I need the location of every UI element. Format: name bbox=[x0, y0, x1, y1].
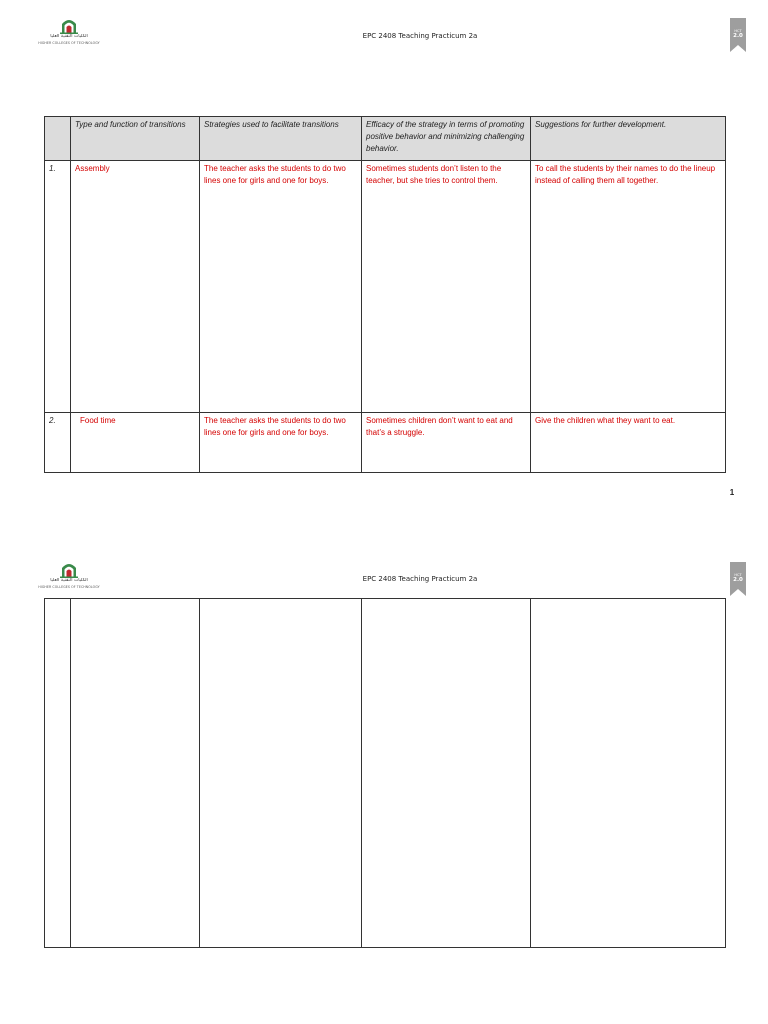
row-efficacy: Sometimes students don’t listen to the teacher, but she tries to control them. bbox=[362, 161, 531, 413]
empty-cell bbox=[362, 599, 531, 948]
badge-label: HCT bbox=[734, 29, 742, 33]
badge-number: 2.0 bbox=[733, 33, 743, 39]
hct-badge bbox=[730, 18, 746, 52]
row-type: Food time bbox=[71, 413, 200, 473]
row-number: 1. bbox=[45, 161, 71, 413]
header-efficacy: Efficacy of the strategy in terms of promoting positive behavior and minimizing challenging behavior. bbox=[362, 117, 531, 161]
row-type: Assembly bbox=[71, 161, 200, 413]
transitions-table bbox=[44, 116, 726, 473]
row-strategy: The teacher asks the students to do two lines one for girls and one for boys. bbox=[200, 161, 362, 413]
header-suggestions: Suggestions for further development. bbox=[531, 117, 726, 161]
badge-label: HCT bbox=[734, 573, 742, 577]
hct-badge bbox=[730, 562, 746, 596]
logo-english-text: HIGHER COLLEGES OF TECHNOLOGY bbox=[38, 41, 100, 45]
row-number: 2. bbox=[45, 413, 71, 473]
logo-arabic-text: الكليات التقنية العليا bbox=[50, 578, 88, 583]
logo-arabic-text: الكليات التقنية العليا bbox=[50, 34, 88, 39]
logo-english-text: HIGHER COLLEGES OF TECHNOLOGY bbox=[38, 585, 100, 589]
empty-cell bbox=[45, 599, 71, 948]
document-page-2 bbox=[0, 540, 768, 1024]
transitions-table-continued bbox=[44, 598, 726, 948]
empty-cell bbox=[71, 599, 200, 948]
table-header-row bbox=[45, 117, 726, 161]
page-number: 1 bbox=[729, 488, 735, 497]
header-title: EPC 2408 Teaching Practicum 2a bbox=[362, 575, 478, 583]
hct-logo bbox=[36, 16, 102, 48]
empty-cell bbox=[200, 599, 362, 948]
table-row bbox=[45, 161, 726, 413]
header-title: EPC 2408 Teaching Practicum 2a bbox=[362, 32, 478, 40]
table-row bbox=[45, 599, 726, 948]
empty-cell bbox=[531, 599, 726, 948]
hct-logo-icon bbox=[36, 560, 102, 578]
row-strategy: The teacher asks the students to do two lines one for girls and one for boys. bbox=[200, 413, 362, 473]
row-suggestion: Give the children what they want to eat. bbox=[531, 413, 726, 473]
hct-logo-icon bbox=[36, 16, 102, 34]
header-type: Type and function of transitions bbox=[71, 117, 200, 161]
header-strategies: Strategies used to facilitate transitions bbox=[200, 117, 362, 161]
row-efficacy: Sometimes children don’t want to eat and that’s a struggle. bbox=[362, 413, 531, 473]
row-suggestion: To call the students by their names to do the lineup instead of calling them all together. bbox=[531, 161, 726, 413]
badge-number: 2.0 bbox=[733, 577, 743, 583]
table-row bbox=[45, 413, 726, 473]
hct-logo bbox=[36, 560, 102, 592]
header-number bbox=[45, 117, 71, 161]
